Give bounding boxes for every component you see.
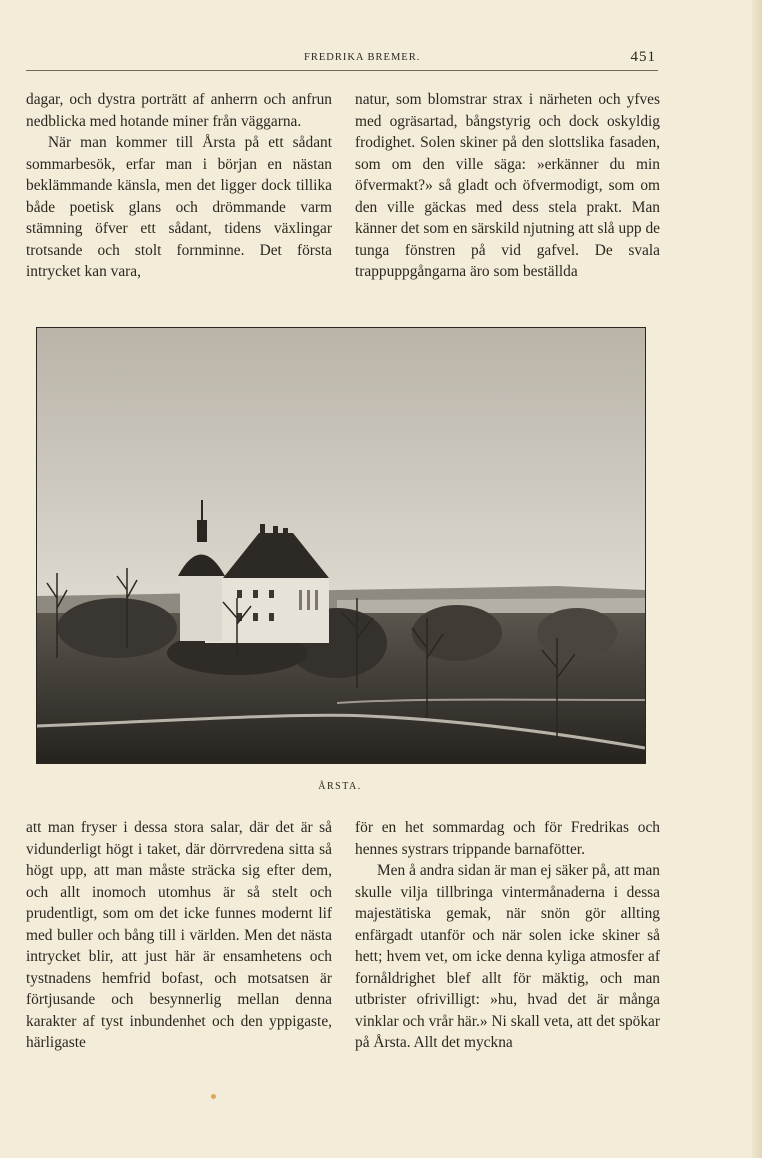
arsta-photograph xyxy=(36,327,646,764)
page-edge xyxy=(752,0,762,1158)
page-number: 451 xyxy=(630,49,656,65)
paragraph: för en het sommardag och för Fredrikas och hennes systrars trippande barnafötter. xyxy=(355,819,660,858)
tower-lantern xyxy=(197,520,207,542)
running-header xyxy=(26,48,658,71)
bottom-right-column xyxy=(355,817,660,1054)
ink-smudge xyxy=(211,1094,216,1099)
sky xyxy=(37,328,645,608)
chimney xyxy=(283,528,288,536)
paragraph: natur, som blomstrar strax i närheten och yfves med ogräsartad, bångstyrig och dock oskyldig frodighet. Solen skiner på den slottslika fasaden, som om den ville säga: »erkänner du min öfvermakt?» så gladt och öfvermodigt, som om den ville gäckas med dess stela prakt. Man känner det som en särskild njutning att slå upp de tunga fönstren på vid gafvel. De svala trappuppgångarna äro som beställda xyxy=(355,91,660,280)
paragraph: När man kommer till Årsta på ett sådant sommarbesök, erfar man i början en nästan beklämmande känsla, men det ligger dock tillika både poetisk glans och drömmande varm stämning öfver ett sådant, tidens växlingar trotsande och stolt fornminne. Det första intrycket kan vara, xyxy=(26,134,332,280)
tower-spire xyxy=(201,500,203,522)
photo-caption: ÅRSTA. xyxy=(318,781,362,792)
paragraph: dagar, och dystra porträtt af anherrn och anfrun nedblicka med hotande miner från väggarna. xyxy=(26,91,332,130)
chimney xyxy=(260,524,265,536)
bottom-left-column xyxy=(26,817,332,1054)
arsta-castle-illustration xyxy=(37,328,645,763)
paragraph: att man fryser i dessa stora salar, där det är så vidunderligt högt i taket, där dörrvredena sitta så högt upp, att man måste sträcka sig efter dem, och allt inomoch utomhus är så stelt och prudentligt, som om det icke funnes modernt lif med buller och bång till i världen. Men det nästa intrycket blir, att just här är ensamhetens och tystnadens hemfrid bofast, och motsatsen är förtjusande och besynnerlig mellan denna karakter af tyst inbundenhet och den yppigaste, härligaste xyxy=(26,819,332,1051)
tower-body xyxy=(180,573,222,641)
manor-facade xyxy=(205,578,329,643)
paragraph: Men å andra sidan är man ej säker på, att man skulle vilja tillbringa vintermånaderna i dessa majestätiska gemak, när snön gör allting enfärgadt utanför och när solen icke skiner så hett; hvem vet, om icke denna kyliga atmosfer af fornåldrighet blef allt för mäktig, och man utbrister ofrivilligt: »hu, hvad det är många vinklar och vrår här.» Ni skall veta, att det spökar på Årsta. Allt det myckna xyxy=(355,862,660,1051)
top-left-column xyxy=(26,89,332,283)
running-title: FREDRIKA BREMER. xyxy=(304,52,421,63)
top-right-column xyxy=(355,89,660,283)
chimney xyxy=(273,526,278,536)
